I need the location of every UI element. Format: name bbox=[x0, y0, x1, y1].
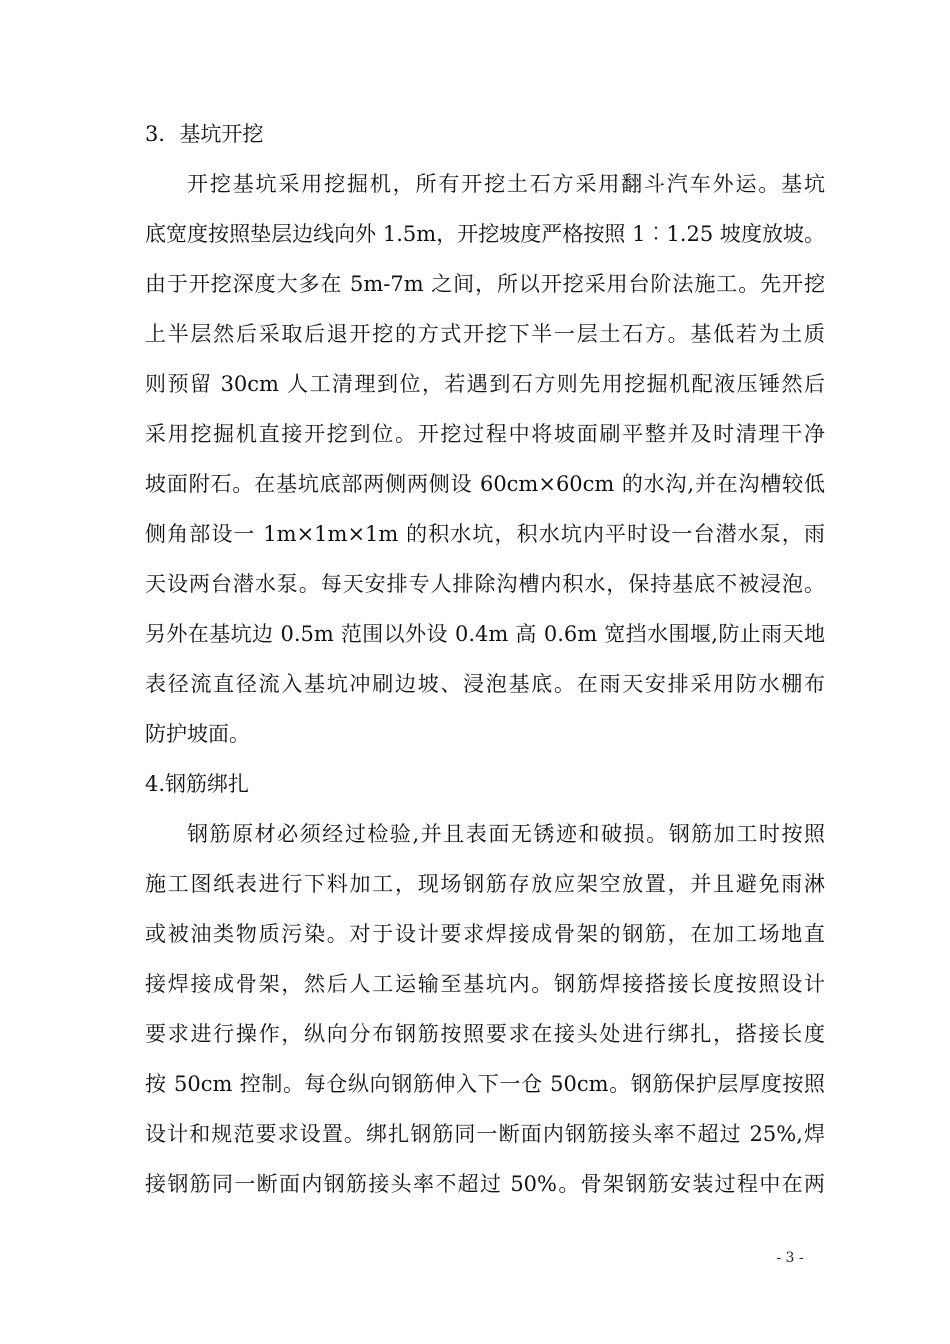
section-3-line: 另外在基坑边 0.5m 范围以外设 0.4m 高 0.6m 宽挡水围堰,防止雨天地 bbox=[145, 622, 825, 646]
section-3-line: 表径流直径流入基坑冲刷边坡、浸泡基底。在雨天安排采用防水棚布 bbox=[145, 672, 825, 696]
section-3-line: 侧角部设一 1m×1m×1m 的积水坑，积水坑内平时设一台潜水泵，雨 bbox=[145, 522, 825, 546]
section-3-line: 防护坡面。 bbox=[145, 722, 250, 746]
section-4-line: 施工图纸表进行下料加工，现场钢筋存放应架空放置，并且避免雨淋 bbox=[145, 872, 825, 896]
section-4-heading: 4.钢筋绑扎 bbox=[145, 772, 250, 796]
section-3-line: 开挖基坑采用挖掘机，所有开挖土石方采用翻斗汽车外运。基坑 bbox=[187, 172, 825, 196]
section-3-line: 坡面附石。在基坑底部两侧两侧设 60cm×60cm 的水沟,并在沟槽较低 bbox=[145, 472, 825, 496]
section-3-heading: 3．基坑开挖 bbox=[145, 122, 264, 146]
section-3-line: 则预留 30cm 人工清理到位，若遇到石方则先用挖掘机配液压锤然后 bbox=[145, 372, 825, 396]
section-3-line: 上半层然后采取后退开挖的方式开挖下半一层土石方。基低若为土质 bbox=[145, 322, 825, 346]
section-4-line: 接焊接成骨架，然后人工运输至基坑内。钢筋焊接搭接长度按照设计 bbox=[145, 972, 825, 996]
section-4-line: 设计和规范要求设置。绑扎钢筋同一断面内钢筋接头率不超过 25%,焊 bbox=[145, 1122, 825, 1146]
section-4-line: 按 50cm 控制。每仓纵向钢筋伸入下一仓 50cm。钢筋保护层厚度按照 bbox=[145, 1072, 825, 1096]
section-4-line: 要求进行操作，纵向分布钢筋按照要求在接头处进行绑扎，搭接长度 bbox=[145, 1022, 825, 1046]
page-number: - 3 - bbox=[776, 1250, 804, 1266]
section-4-line: 或被油类物质污染。对于设计要求焊接成骨架的钢筋，在加工场地直 bbox=[145, 922, 825, 946]
section-3-line: 采用挖掘机直接开挖到位。开挖过程中将坡面刷平整并及时清理干净 bbox=[145, 422, 825, 446]
section-4-line: 钢筋原材必须经过检验,并且表面无锈迹和破损。钢筋加工时按照 bbox=[187, 822, 825, 846]
section-3-line: 由于开挖深度大多在 5m-7m 之间，所以开挖采用台阶法施工。先开挖 bbox=[145, 272, 825, 296]
section-3-line: 天设两台潜水泵。每天安排专人排除沟槽内积水，保持基底不被浸泡。 bbox=[145, 572, 825, 596]
section-3-line: 底宽度按照垫层边线向外 1.5m，开挖坡度严格按照 1︰1.25 坡度放坡。 bbox=[145, 222, 825, 246]
section-4-line: 接钢筋同一断面内钢筋接头率不超过 50%。骨架钢筋安装过程中在两 bbox=[145, 1172, 825, 1196]
